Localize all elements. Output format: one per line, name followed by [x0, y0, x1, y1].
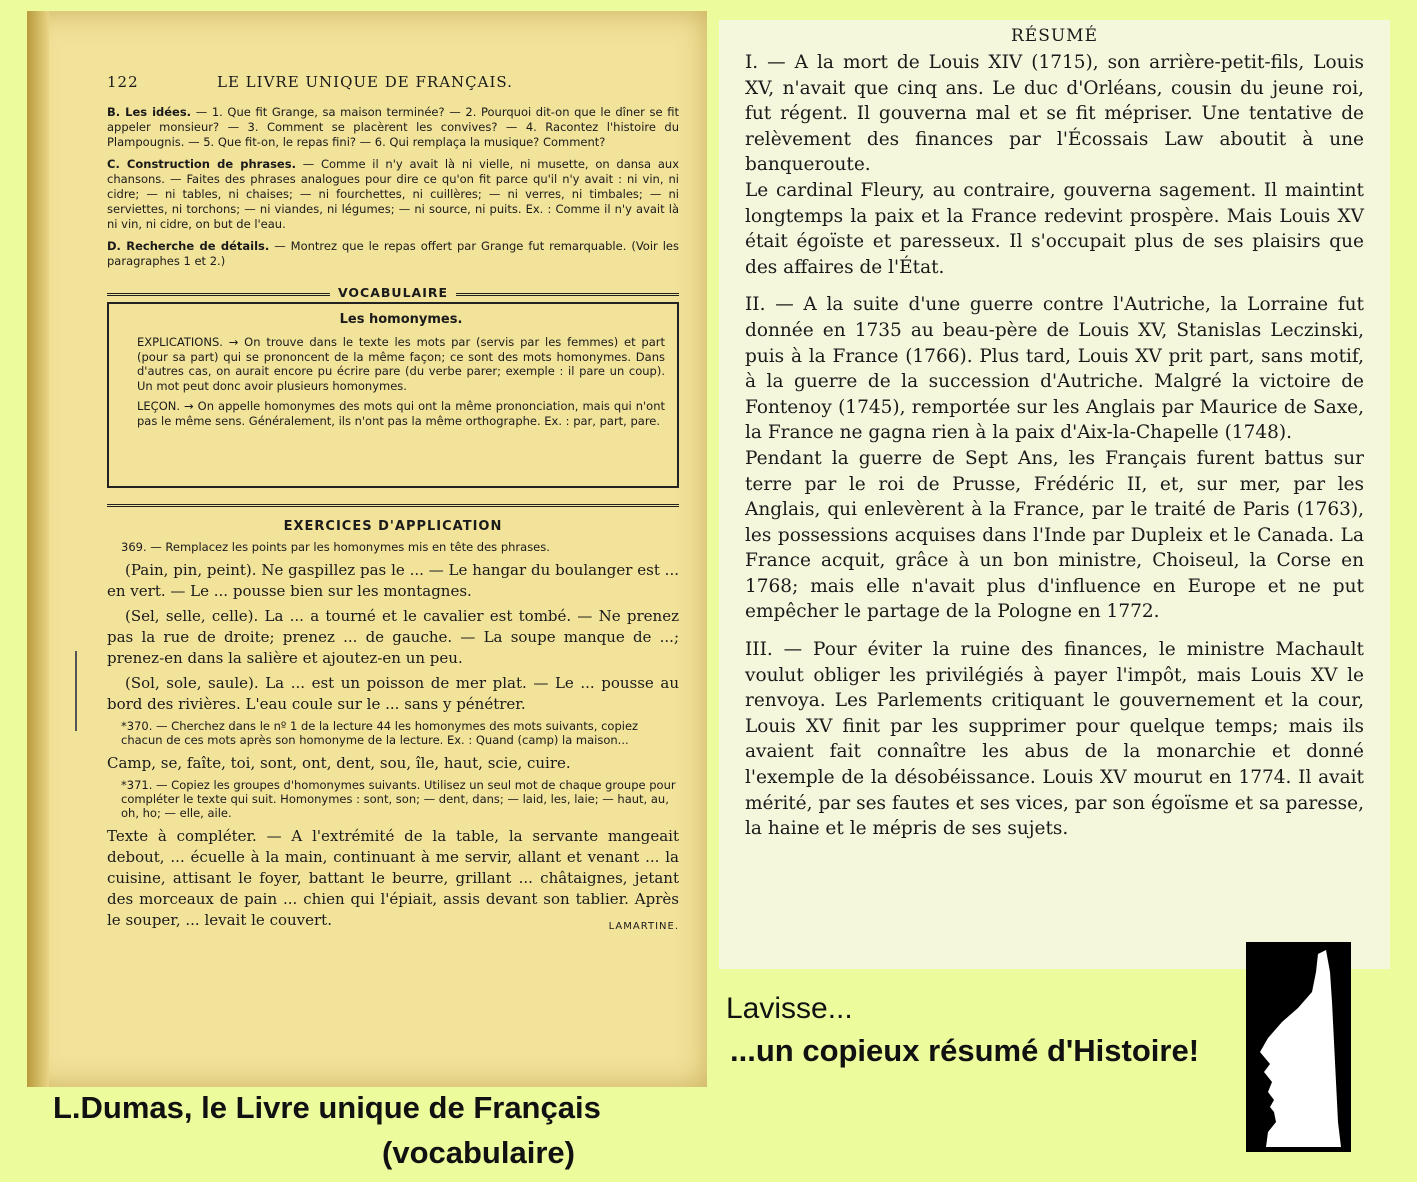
exercise-369-pain: (Pain, pin, peint). Ne gaspillez pas le ... — Le hangar du boulanger est ... en vert. — Le ... pousse bien sur les montagnes.: [107, 561, 679, 600]
page-number: 122: [107, 73, 139, 91]
section-c-text: — Comme il n'y avait là ni vielle, ni musette, on dansa aux chansons. — Faites des phrases analogues pour dire ce qu'on fit parce qu'il n'y avait : ni vin, ni cidre; — ni tables, ni chaises; — ni fourchettes, ni cuillères; — ni verres, ni timbales; — ni serviettes, ni torchons; — ni viandes, ni légumes; — ni source, ni puits. Ex. : Comme il n'y avait là ni vin, ni cidre, on but de l'eau.: [107, 157, 679, 231]
exercise-371-instruction: *371. — Copiez les groupes d'homonymes suivants. Utilisez un seul mot de chaque groupe pour compléter le texte qui suit. Homonymes : sont, son; — dent, dans; — laid, les, laie; — haut, au, oh, ho; — elle, aile.: [121, 778, 676, 820]
section-c-label: C. Construction de phrases.: [107, 157, 296, 171]
resume-part-2: II. — A la suite d'une guerre contre l'Autriche, la Lorraine fut donnée en 1735 au beau-père de Louis XV, Stanislas Leczinski, puis à la France (1766). Plus tard, Louis XV prit part, sans motif, à la guerre de la succession d'Autriche. Malgré la victoire de Fontenoy (1745), remportée sur les Anglais par Maurice de Saxe, la France ne gagna rien à la paix d'Aix-la-Chapelle (1748).: [745, 294, 1364, 444]
section-b-ideas: [107, 105, 679, 150]
section-d-label: D. Recherche de détails.: [107, 239, 270, 253]
margin-mark: [75, 651, 77, 731]
exercise-371-author: LAMARTINE.: [608, 921, 679, 932]
exercise-369-sel: (Sel, selle, celle). La ... a tourné et le cavalier est tombé. — Ne prenez pas la rue de droite; prenez ... de gauche. — La soupe manque de ...; prenez-en dans la salière et ajoutez-en un peu.: [107, 607, 679, 667]
vocabulary-heading: [107, 285, 679, 300]
lavisse-resume-scan: [719, 20, 1390, 969]
page-spine-shadow: [27, 11, 49, 1087]
page-header: [107, 73, 679, 91]
corsica-moor-head-icon: [1246, 942, 1351, 1152]
exercise-371-text: Texte à compléter. — A l'extrémité de la table, la servante mangeait debout, ... écuelle à la main, continuant à me servir, allant et venant ... la cuisine, attisant le foyer, battant le beurre, grillant ... châtaignes, jetant des morceaux de pain ... chien qui l'épiait, assis devant son tablier. Après le souper, ... levait le couvert.: [107, 827, 679, 929]
section-d-details: [107, 239, 679, 269]
livre-unique-page-scan: [27, 11, 707, 1087]
resume-title: RÉSUMÉ: [1011, 26, 1098, 46]
section-c-construction: [107, 157, 679, 232]
resume-fleury: Le cardinal Fleury, au contraire, gouverna sagement. Il maintint longtemps la paix et la France redevint prospère. Mais Louis XV était égoïste et paresseux. Il s'occupait plus de ses plaisirs que des affaires de l'État.: [745, 179, 1364, 278]
section-b-text: — 1. Que fit Grange, sa maison terminée? — 2. Pourquoi dit-on que le dîner se fit appeler monsieur? — 3. Comment se placèrent les convives? — 4. Racontez l'histoire du Plampougnis. — 5. Que fit-on, le repas fini? — 6. Qui remplaça la musique? Comment?: [107, 105, 679, 149]
exercise-370-words: Camp, se, faîte, toi, sont, ont, dent, sou, île, haut, scie, cuire.: [107, 754, 571, 772]
exercise-369-sol: (Sol, sole, saule). La ... est un poisson de mer plat. — Le ... pousse au bord des rivières. L'eau coule sur le ... sans y pénétrer.: [107, 674, 679, 713]
book-running-title: LE LIVRE UNIQUE DE FRANÇAIS.: [217, 73, 513, 91]
exercise-370-instruction: *370. — Cherchez dans le nº 1 de la lecture 44 les homonymes des mots suivants, copiez chacun de ces mots après son homonyme de la lecture. Ex. : Quand (camp) la maison...: [121, 719, 639, 747]
resume-part-1: I. — A la mort de Louis XIV (1715), son arrière-petit-fils, Louis XV, n'avait que cinq ans. Le duc d'Orléans, cousin du jeune roi, fut régent. Il gouverna mal et se fit mépriser. Une tentative de relèvement des finances par l'Écossais Law aboutit à une banqueroute.: [745, 52, 1364, 176]
caption-lavisse: Lavisse...: [726, 992, 853, 1025]
resume-sept-ans: Pendant la guerre de Sept Ans, les Français furent battus sur terre par le roi de Prusse, Frédéric II, et, sur mer, par les Anglais, qui enlevèrent à la France, par le traité de Paris (1763), les possessions acquises dans l'Inde par Dupleix et le Canada. La France acquit, grâce à un bon ministre, Choiseul, la Corse en 1768; mais elle n'avait plus d'influence en Europe et ne put empêcher le partage de la Pologne en 1772.: [745, 447, 1364, 623]
caption-dumas-title: L.Dumas, le Livre unique de Français: [53, 1090, 601, 1125]
exercises-heading: EXERCICES D'APPLICATION: [107, 504, 679, 534]
section-d-text: — Montrez que le repas offert par Grange fut remarquable. (Voir les paragraphes 1 et 2.): [107, 239, 679, 268]
caption-lavisse-resume: ...un copieux résumé d'Histoire!: [730, 1033, 1200, 1068]
caption-dumas-subtitle: (vocabulaire): [382, 1135, 575, 1170]
section-b-label: B. Les idées.: [107, 105, 192, 119]
vocabulary-explications: EXPLICATIONS. → On trouve dans le texte les mots par (servis par les femmes) et part (pour sa part) qui se prononcent de la même façon; ce sont des mots homonymes. Dans d'autres cas, on aurait encore pu écrire pare (du verbe parer; exemple : il pare un coup). Un mot peut donc avoir plusieurs homonymes.: [137, 335, 665, 393]
vocabulary-lecon: LEÇON. → On appelle homonymes des mots qui ont la même prononciation, mais qui n'ont pas le même sens. Généralement, ils n'ont pas la même orthographe. Ex. : par, part, pare.: [137, 399, 665, 428]
exercise-369-instruction: 369. — Remplacez les points par les homonymes mis en tête des phrases.: [121, 540, 550, 554]
vocabulary-box: [107, 302, 679, 488]
resume-part-3: III. — Pour éviter la ruine des finances, le ministre Machault voulut obliger les privilégiés à payer l'impôt, mais Louis XV le renvoya. Les Parlements critiquant le gouvernement et la cour, Louis XV finit par les supprimer pour quelque temps; mais ils avaient fait connaître les abus de la monarchie et donné l'exemple de la désobéissance. Louis XV mourut en 1774. Il avait mérité, par ses fautes et ses vices, par son égoïsme et sa paresse, la haine et le mépris de ses sujets.: [745, 639, 1364, 840]
vocabulary-heading-text: VOCABULAIRE: [330, 285, 456, 300]
vocabulary-subtitle: Les homonymes.: [339, 312, 463, 327]
